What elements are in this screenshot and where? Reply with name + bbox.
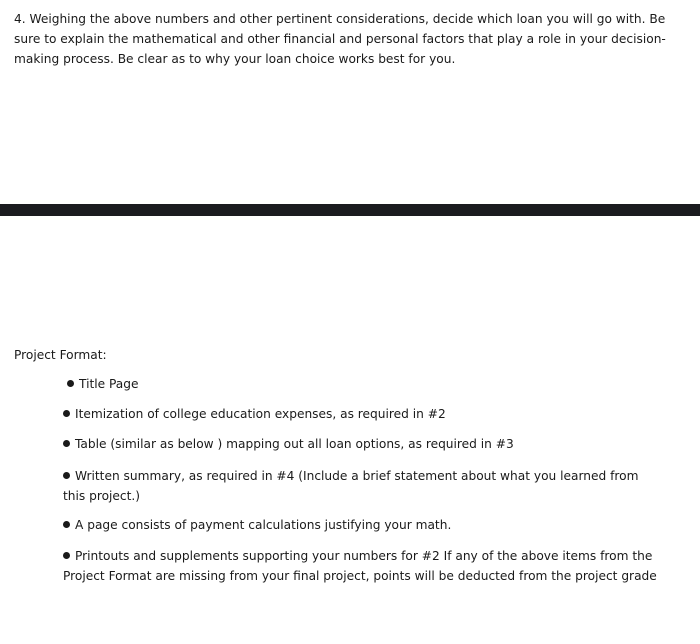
bullet-icon [63, 552, 70, 559]
list-item [67, 374, 667, 394]
list-item [63, 404, 663, 424]
list-item-text: Title Page [79, 377, 139, 391]
section-divider-bar [0, 204, 700, 216]
list-item-text: Itemization of college education expenses, as required in #2 [75, 407, 446, 421]
list-item-text: Table (similar as below ) mapping out all loan options, as required in #3 [75, 437, 514, 451]
bullet-icon [63, 472, 70, 479]
bullet-icon [63, 440, 70, 447]
bullet-icon [63, 521, 70, 528]
list-item-text: Printouts and supplements supporting your numbers for #2 If any of the above items from the Project Format are missing from your final project, points will be deducted from the project grade [63, 549, 657, 583]
list-item-text: A page consists of payment calculations justifying your math. [75, 518, 452, 532]
list-item [63, 515, 663, 535]
bullet-icon [67, 380, 74, 387]
list-item-text: Written summary, as required in #4 (Include a brief statement about what you learned from this project.) [63, 469, 639, 503]
list-item [63, 546, 663, 586]
list-item [63, 434, 663, 454]
project-format-heading: Project Format: [14, 348, 107, 362]
bullet-icon [63, 410, 70, 417]
question-4-text: 4. Weighing the above numbers and other pertinent considerations, decide which loan you will go with. Be sure to explain the mathematical and other financial and personal factors that play a role in your decision-making process. Be clear as to why your loan choice works best for you. [14, 12, 666, 66]
list-item [63, 466, 663, 506]
